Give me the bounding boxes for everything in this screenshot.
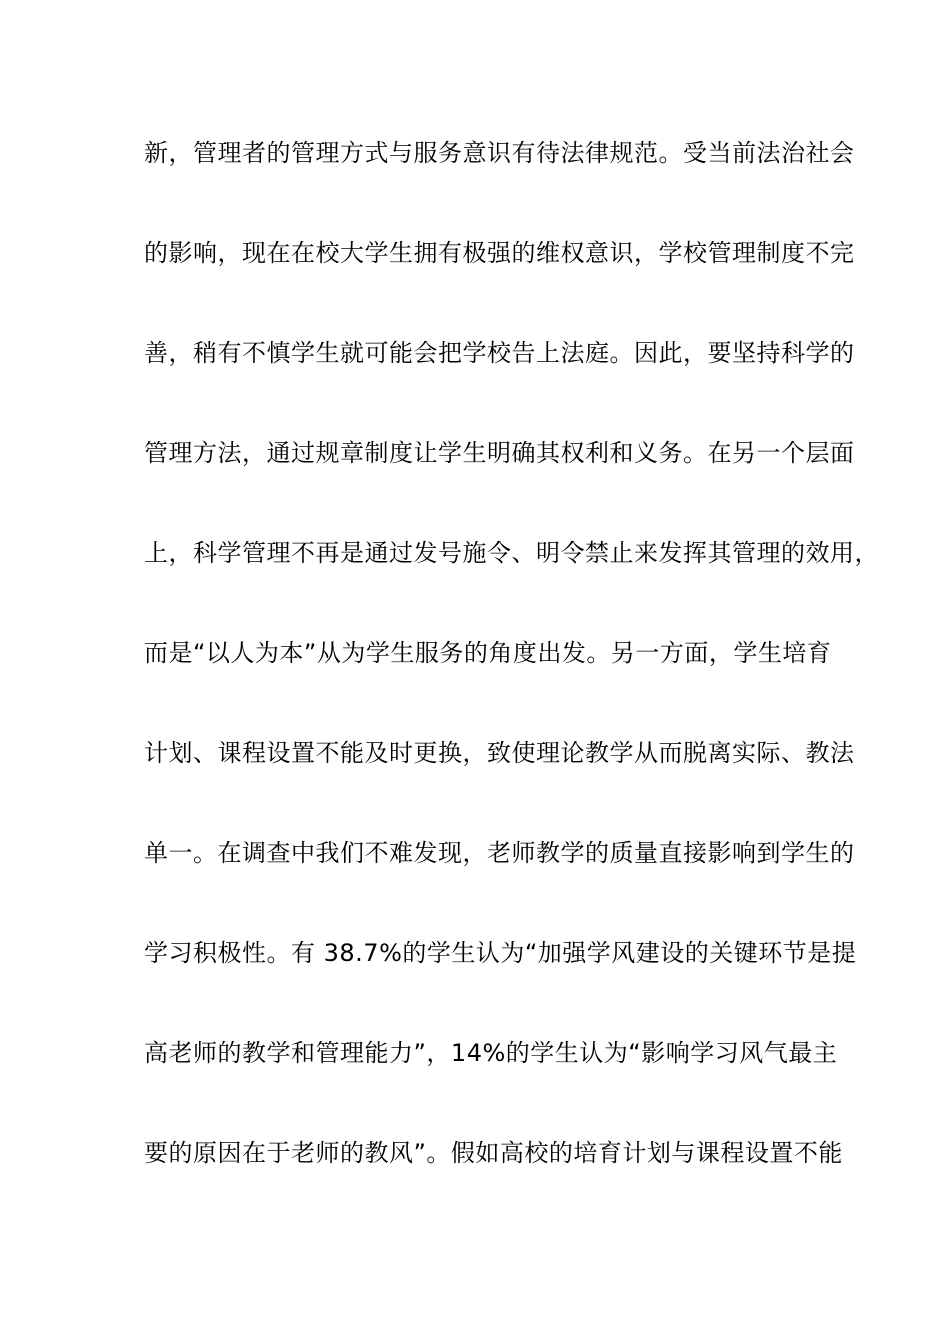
- text-line: 新，管理者的管理方式与服务意识有待法律规范。受当前法治社会: [144, 139, 855, 167]
- text-line: 要的原因在于老师的教风”。假如高校的培育计划与课程设置不能: [144, 1139, 843, 1167]
- text-line: 上，科学管理不再是通过发号施令、明令禁止来发挥其管理的效用，: [144, 539, 879, 567]
- text-line: 的影响，现在在校大学生拥有极强的维权意识，学校管理制度不完: [144, 239, 855, 267]
- text-line: 计划、课程设置不能及时更换，致使理论教学从而脱离实际、教法: [144, 739, 855, 767]
- text-line: 善，稍有不慎学生就可能会把学校告上法庭。因此，要坚持科学的: [144, 339, 855, 367]
- text-line: 管理方法，通过规章制度让学生明确其权利和义务。在另一个层面: [144, 439, 855, 467]
- text-line: 高老师的教学和管理能力”，14%的学生认为“影响学习风气最主: [144, 1039, 838, 1067]
- text-line: 而是“以人为本”从为学生服务的角度出发。另一方面，学生培育: [144, 639, 832, 667]
- text-line: 学习积极性。有 38.7%的学生认为“加强学风建设的关键环节是提: [144, 939, 857, 967]
- text-line: 单一。在调查中我们不难发现，老师教学的质量直接影响到学生的: [144, 839, 855, 867]
- body-text: [144, 127, 879, 1227]
